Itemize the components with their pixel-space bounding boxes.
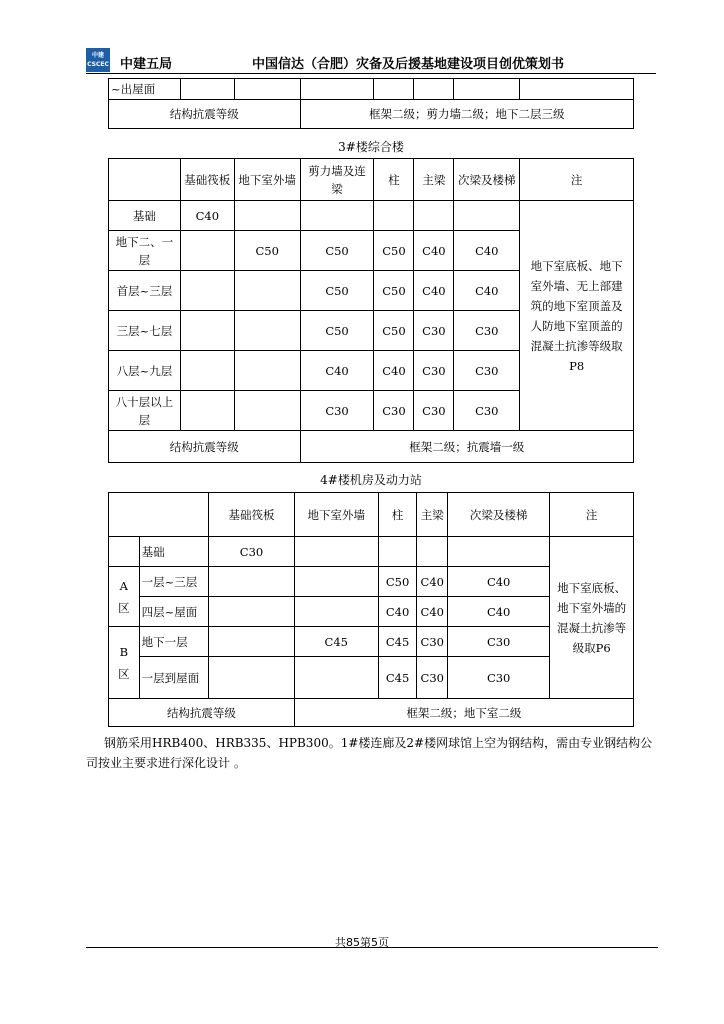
table-row: 四层~屋面 C40 C40 C40 xyxy=(109,597,634,627)
table-building3 xyxy=(108,158,634,463)
table-building4 xyxy=(108,492,634,727)
table-header-row: 基础筏板 地下室外墙 柱 主梁 次梁及楼梯 注 xyxy=(109,493,634,537)
company-name: 中建五局 xyxy=(120,57,173,72)
table-row: 结构抗震等级 框架二级；剪力墙二级；地下二层三级 xyxy=(109,100,634,129)
footer-divider xyxy=(86,947,658,948)
company-logo: 中建 CSCEC xyxy=(86,48,110,72)
page-header xyxy=(86,44,642,74)
table-row: B区 地下一层 C45 C45 C30 C30 xyxy=(109,627,634,657)
table-row: 三层~七层 C50 C50 C30 C30 xyxy=(109,311,634,351)
table4-note: 地下室底板、地下室外墙的混凝土抗渗等级取P6 xyxy=(550,537,634,699)
table-row: 八层~九层 C40 C40 C30 C30 xyxy=(109,351,634,391)
page-number: 共85第5页 xyxy=(335,936,389,949)
table-row: 地下二、一层 C50 C50 C50 C40 C40 xyxy=(109,231,634,271)
document-title: 中国信达（合肥）灾备及后援基地建设项目创优策划书 xyxy=(252,57,565,72)
table-row: 八十层以上层 C30 C30 C30 C30 xyxy=(109,391,634,431)
table4-caption: 4#楼机房及动力站 xyxy=(320,473,422,487)
table-row: 基础 C30 地下室底板、地下室外墙的混凝土抗渗等级取P6 xyxy=(109,537,634,567)
table-row: ~出屋面 xyxy=(109,79,634,100)
table3-note: 地下室底板、地下室外墙、无上部建筑的地下室顶盖及人防地下室顶盖的混凝土抗渗等级取P8 xyxy=(520,201,634,431)
table-row: 结构抗震等级 框架二级；抗震墙一级 xyxy=(109,431,634,463)
table-row: 基础 C40 地下室底板、地下室外墙、无上部建筑的地下室顶盖及人防地下室顶盖的混凝土抗渗等级取P8 xyxy=(109,201,634,231)
table-continued xyxy=(108,78,634,129)
table-header-row: 基础筏板 地下室外墙 剪力墙及连梁 柱 主梁 次梁及楼梯 注 xyxy=(109,159,634,201)
table3-caption: 3#楼综合楼 xyxy=(338,140,404,154)
zone-a-label: A区 xyxy=(109,567,140,627)
zone-b-label: B区 xyxy=(109,627,140,699)
table-row: 结构抗震等级 框架二级；地下室二级 xyxy=(109,699,634,727)
table-row: 一层到屋面 C45 C30 C30 xyxy=(109,657,634,699)
header-divider xyxy=(86,73,656,74)
table-row: 首层~三层 C50 C50 C40 C40 xyxy=(109,271,634,311)
body-paragraph: 钢筋采用HRB400、HRB335、HPB300。1#楼连廊及2#楼网球馆上空为钢结构，需由专业钢结构公司按业主要求进行深化设计 。 xyxy=(86,736,653,770)
table-row: A区 一层~三层 C50 C40 C40 xyxy=(109,567,634,597)
